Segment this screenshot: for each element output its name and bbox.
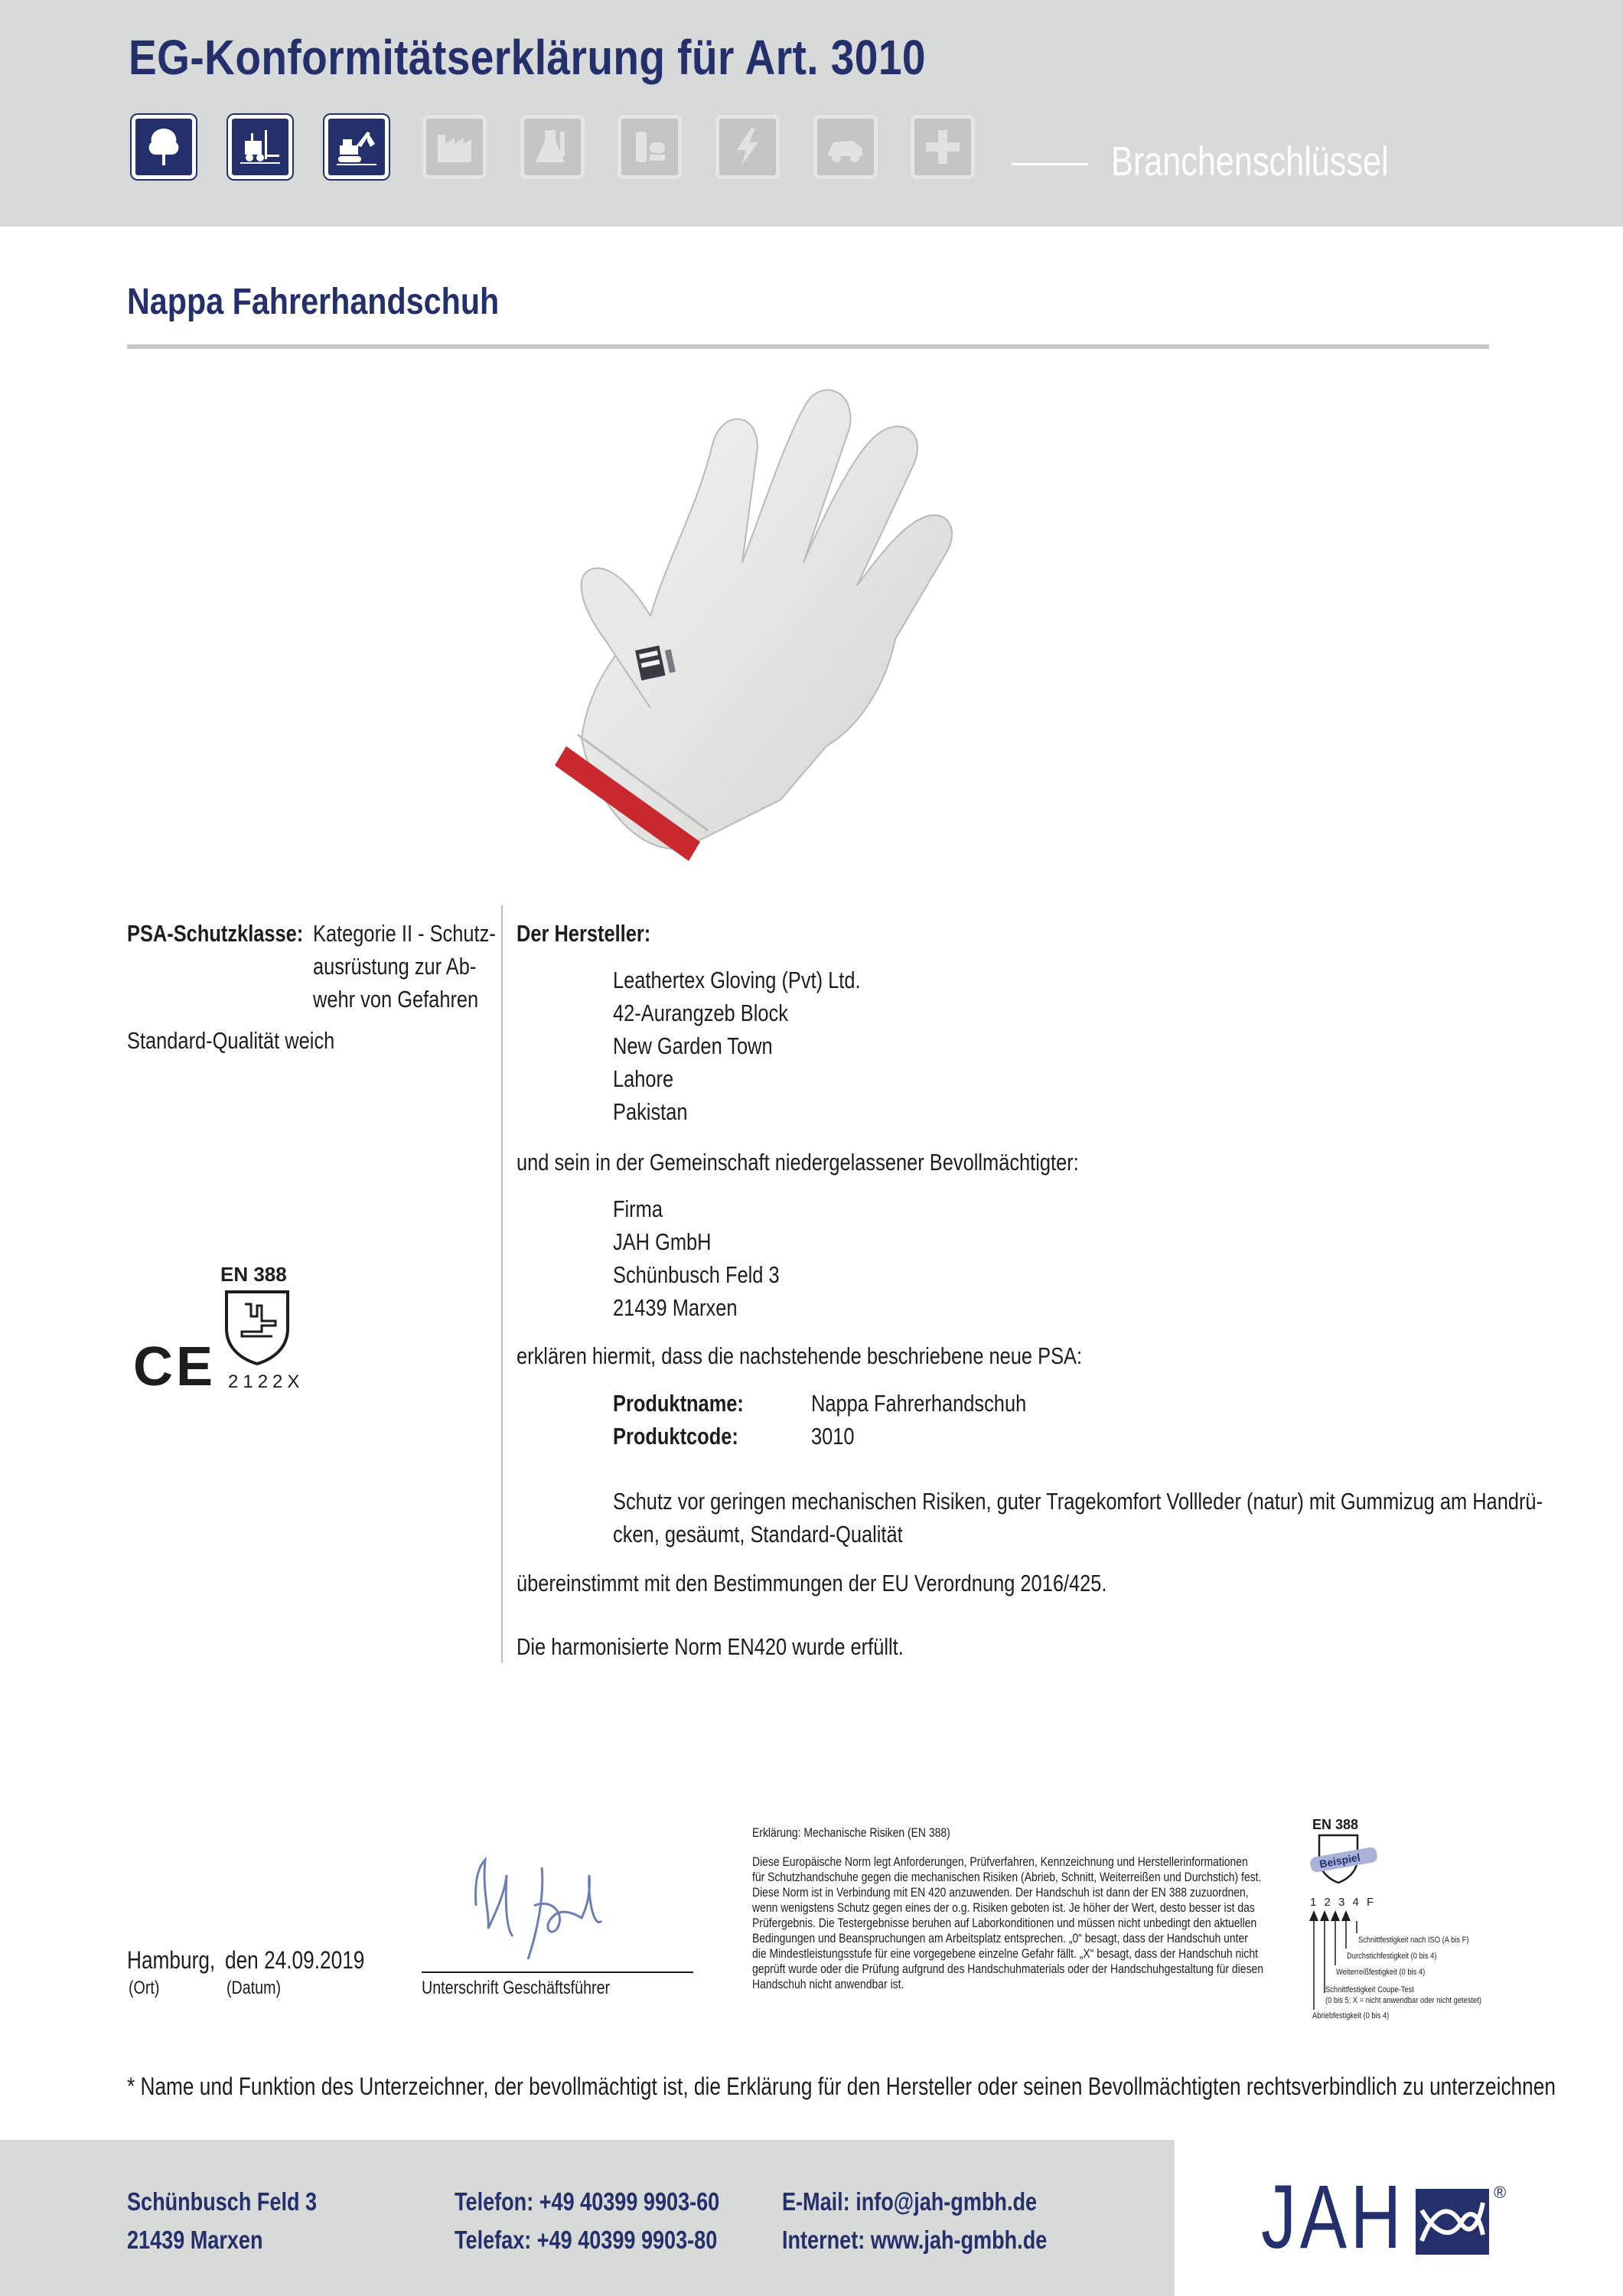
psa-label: PSA-Schutzklasse: xyxy=(127,920,304,947)
electric-icon xyxy=(715,115,780,179)
diagram-label-5: (0 bis 5; X = nicht anwendbar oder nicht getestet) xyxy=(1325,1996,1482,2005)
explanation-line-7: die Mindestleistungsstufe für eine vorgegebene einzelne Gefahr fällt. „X“ besagt, dass der Handschuh nicht xyxy=(752,1946,1258,1961)
manufacturer-address-3: New Garden Town xyxy=(613,1032,773,1059)
signature-place: Hamburg, xyxy=(127,1946,216,1974)
representative-line-1: Firma xyxy=(613,1195,663,1222)
footer-phone[interactable]: Telefon: +49 40399 9903-60 xyxy=(455,2187,720,2216)
declaration-intro: erklären hiermit, dass die nachstehende beschriebene neue PSA: xyxy=(517,1342,1083,1369)
jah-logo-text: JAH xyxy=(1261,2167,1405,2268)
description-line-1: Schutz vor geringen mechanischen Risiken, guter Tragekomfort Vollleder (natur) mit Gummizug am Handrü- xyxy=(613,1488,1543,1515)
lab-icon xyxy=(520,115,585,179)
norm-statement: Die harmonisierte Norm EN420 wurde erfüllt. xyxy=(517,1633,904,1660)
en388-label: EN 388 xyxy=(220,1263,287,1286)
explanation-heading: Erklärung: Mechanische Risiken (EN 388) xyxy=(752,1825,950,1840)
footer-fax: Telefax: +49 40399 9903-80 xyxy=(455,2226,718,2254)
food-icon xyxy=(618,115,682,179)
jah-logo-icon xyxy=(1414,2187,1491,2256)
diagram-stamp: Beispiel xyxy=(1318,1851,1361,1870)
handwritten-signature xyxy=(459,1844,612,1975)
representative-line-2: JAH GmbH xyxy=(613,1228,712,1255)
column-divider xyxy=(501,905,503,1663)
product-code-value: 3010 xyxy=(811,1423,855,1450)
place-caption: (Ort) xyxy=(129,1978,160,1998)
manufacturer-address-5: Pakistan xyxy=(613,1098,688,1125)
psa-value-line-2: ausrüstung zur Ab- xyxy=(313,953,477,980)
excavator-icon xyxy=(324,115,389,179)
signer-caption: Unterschrift Geschäftsführer xyxy=(422,1978,611,1998)
date-caption: (Datum) xyxy=(227,1978,282,1998)
car-icon xyxy=(813,115,878,179)
footer-email-link[interactable]: E-Mail: info@jah-gmbh.de xyxy=(782,2187,1038,2216)
explanation-line-8: geprüft wurde oder die Prüfung aufgrund des Handschuhmaterials oder der Handschuhgestaltung für diesen xyxy=(752,1962,1264,1976)
manufacturer-address-2: 42-Aurangzeb Block xyxy=(613,1000,788,1026)
representative-line-3: Schünbusch Feld 3 xyxy=(613,1261,780,1288)
manufacturer-address-1: Leathertex Gloving (Pvt) Ltd. xyxy=(613,967,861,993)
ce-mark: CE xyxy=(133,1336,217,1397)
explanation-line-5: Prüfergebnis. Die Testergebnisse beruhen auf Laborkonditionen und müssen nicht unbedingt den aktuellen xyxy=(752,1916,1257,1930)
product-title: Nappa Fahrerhandschuh xyxy=(127,282,500,322)
signature-line xyxy=(422,1971,693,1973)
product-code-label: Produktcode: xyxy=(613,1423,738,1450)
document-title: EG-Konformitätserklärung für Art. 3010 xyxy=(129,30,926,85)
diagram-label-6: Abriebfestigkeit (0 bis 4) xyxy=(1312,2011,1390,2020)
explanation-line-3: Diese Norm ist in Verbindung mit EN 420 anzuwenden. Der Handschuh ist dann der EN 388 zuzuordnen, xyxy=(752,1885,1249,1900)
branch-line xyxy=(1012,163,1088,165)
explanation-line-2: für Schutzhandschuhe gegen die mechanischen Risiken (Abrieb, Schnitt, Weiterreißen und Durchstich) fest. xyxy=(752,1870,1262,1884)
signature-date: den 24.09.2019 xyxy=(225,1946,365,1974)
explanation-line-4: wenn wenigstens Schutz gegen eines der o.g. Risiken geboten ist. Je höher der Wert, desto besser ist das xyxy=(752,1900,1255,1915)
footnote: * Name und Funktion des Unterzeichner, der bevollmächtigt ist, die Erklärung für den Hersteller oder seinen Bevollmächtigten rechtsverbindlich zu unterzeichnen xyxy=(127,2073,1556,2100)
forklift-icon xyxy=(228,115,292,179)
explanation-line-9: Handschuh nicht anwendbar ist. xyxy=(752,1977,904,1991)
product-name-value: Nappa Fahrerhandschuh xyxy=(811,1390,1027,1417)
explanation-line-6: Bedingungen und Beanspruchungen am Arbeitsplatz entsprechen. „0“ besagt, dass der Handschuh unter xyxy=(752,1931,1248,1945)
representative-line-4: 21439 Marxen xyxy=(613,1294,738,1321)
en388-code: 2122X xyxy=(228,1371,305,1392)
explanation-line-1: Diese Europäische Norm legt Anforderungen, Prüfverfahren, Kennzeichnung und Herstellerinformationen xyxy=(752,1854,1248,1869)
diagram-label-1: Schnittfestigkeit nach ISO (A bis F) xyxy=(1358,1936,1469,1945)
footer-street: Schünbusch Feld 3 xyxy=(127,2187,318,2216)
footer-band xyxy=(0,2140,1175,2296)
diagram-label-3: Weiterreißfestigkeit (0 bis 4) xyxy=(1336,1968,1426,1977)
description-line-2: cken, gesäumt, Standard-Qualität xyxy=(613,1521,903,1548)
psa-value-line-3: wehr von Gefahren xyxy=(313,986,479,1013)
registered-mark: ® xyxy=(1494,2183,1507,2202)
diagram-label-2: Durchstichfestigkeit (0 bis 4) xyxy=(1347,1952,1437,1961)
medical-cross-icon xyxy=(911,115,975,179)
diagram-label-4: Schnittfestigkeit Coupe-Test xyxy=(1325,1985,1414,1994)
glove-image xyxy=(536,386,1071,876)
quality-text: Standard-Qualität weich xyxy=(127,1027,335,1054)
diagram-digits: 1 2 3 4 F xyxy=(1310,1896,1377,1909)
psa-value-line-1: Kategorie II - Schutz- xyxy=(313,920,496,947)
footer-city: 21439 Marxen xyxy=(127,2226,263,2254)
tree-icon xyxy=(132,115,196,179)
conformity-statement: übereinstimmt mit den Bestimmungen der EU Verordnung 2016/425. xyxy=(517,1570,1107,1596)
footer-website-link[interactable]: Internet: www.jah-gmbh.de xyxy=(782,2226,1048,2254)
branch-label: Branchenschlüssel xyxy=(1111,139,1389,184)
product-name-label: Produktname: xyxy=(613,1390,744,1417)
en388-shield-icon xyxy=(222,1289,292,1365)
factory-icon xyxy=(422,115,487,179)
title-divider xyxy=(127,344,1489,349)
diagram-norm-label: EN 388 xyxy=(1312,1817,1359,1832)
manufacturer-address-4: Lahore xyxy=(613,1065,674,1092)
manufacturer-heading: Der Hersteller: xyxy=(517,920,651,947)
representative-intro: und sein in der Gemeinschaft niedergelassener Bevollmächtigter: xyxy=(517,1149,1079,1176)
